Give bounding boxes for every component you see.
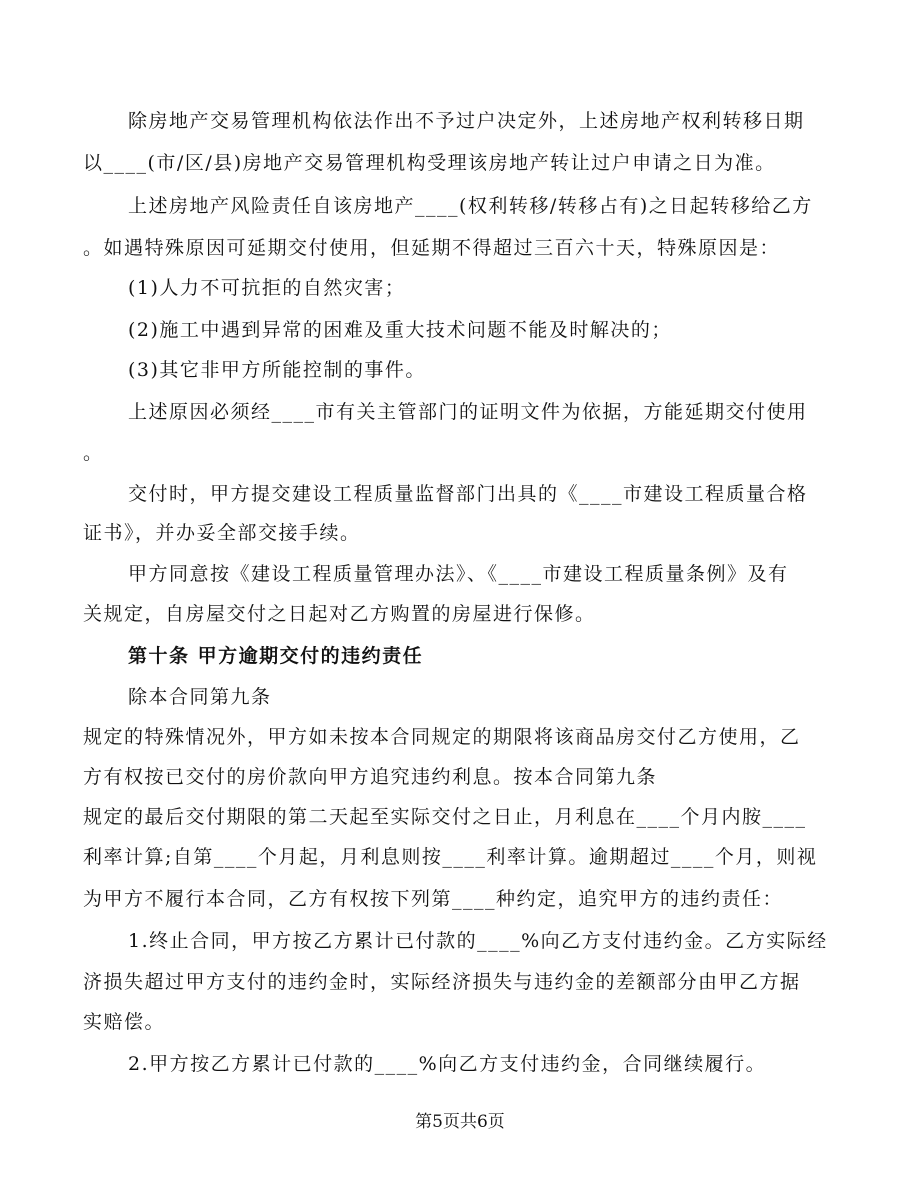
list-item: (1)人力不可抗拒的自然灾害； [128, 277, 406, 299]
paragraph-line: 方有权按已交付的房价款向甲方追究违约利息。按本合同第九条 [83, 766, 658, 788]
paragraph-line: 规定的最后交付期限的第二天起至实际交付之日止，月利息在____个月内胺____ [83, 806, 807, 828]
paragraph-line: 以____(市/区/县)房地产交易管理机构受理该房地产转让过户申请之日为准。 [83, 152, 776, 174]
paragraph-line: 除本合同第九条 [128, 686, 272, 708]
list-item: 2.甲方按乙方累计已付款的____%向乙方支付违约金，合同继续履行。 [128, 1053, 767, 1075]
paragraph-line: 实赔偿。 [83, 1011, 166, 1033]
section-heading: 第十条 甲方逾期交付的违约责任 [128, 645, 424, 667]
paragraph-line: 除房地产交易管理机构依法作出不予过户决定外，上述房地产权利转移日期 [128, 110, 805, 132]
list-item: (3)其它非甲方所能控制的事件。 [128, 359, 426, 381]
list-item: 1.终止合同，甲方按乙方累计已付款的____%向乙方支付违约金。乙方实际经 [128, 930, 828, 952]
paragraph-line: 交付时，甲方提交建设工程质量监督部门出具的《____市建设工程质量合格 [128, 483, 808, 505]
paragraph-line: 甲方同意按《建设工程质量管理办法》、《____市建设工程质量条例》及有 [128, 563, 789, 585]
paragraph-line: 济损失超过甲方支付的违约金时，实际经济损失与违约金的差额部分由甲乙方据 [83, 971, 801, 993]
paragraph-line: 。 [83, 442, 104, 464]
paragraph-line: 为甲方不履行本合同，乙方有权按下列第____种约定，追究甲方的违约责任： [83, 888, 784, 910]
list-item: (2)施工中遇到异常的困难及重大技术问题不能及时解决的； [128, 319, 672, 341]
paragraph-line: 关规定，自房屋交付之日起对乙方购置的房屋进行保修。 [83, 603, 596, 625]
paragraph-line: 上述原因必须经____市有关主管部门的证明文件为依据，方能延期交付使用 [128, 401, 808, 423]
paragraph-line: 证书》，并办妥全部交接手续。 [83, 522, 361, 544]
paragraph-line: 。如遇特殊原因可延期交付使用，但延期不得超过三百六十天，特殊原因是： [83, 237, 781, 259]
paragraph-line: 规定的特殊情况外，甲方如未按本合同规定的期限将该商品房交付乙方使用，乙 [83, 726, 801, 748]
paragraph-line: 上述房地产风险责任自该房地产____(权利转移/转移占有)之日起转移给乙方 [128, 195, 813, 217]
paragraph-line: 利率计算;自第____个月起，月利息则按____利率计算。逾期超过____个月，则视 [83, 846, 818, 868]
page-number: 第5页共6页 [415, 1112, 505, 1132]
